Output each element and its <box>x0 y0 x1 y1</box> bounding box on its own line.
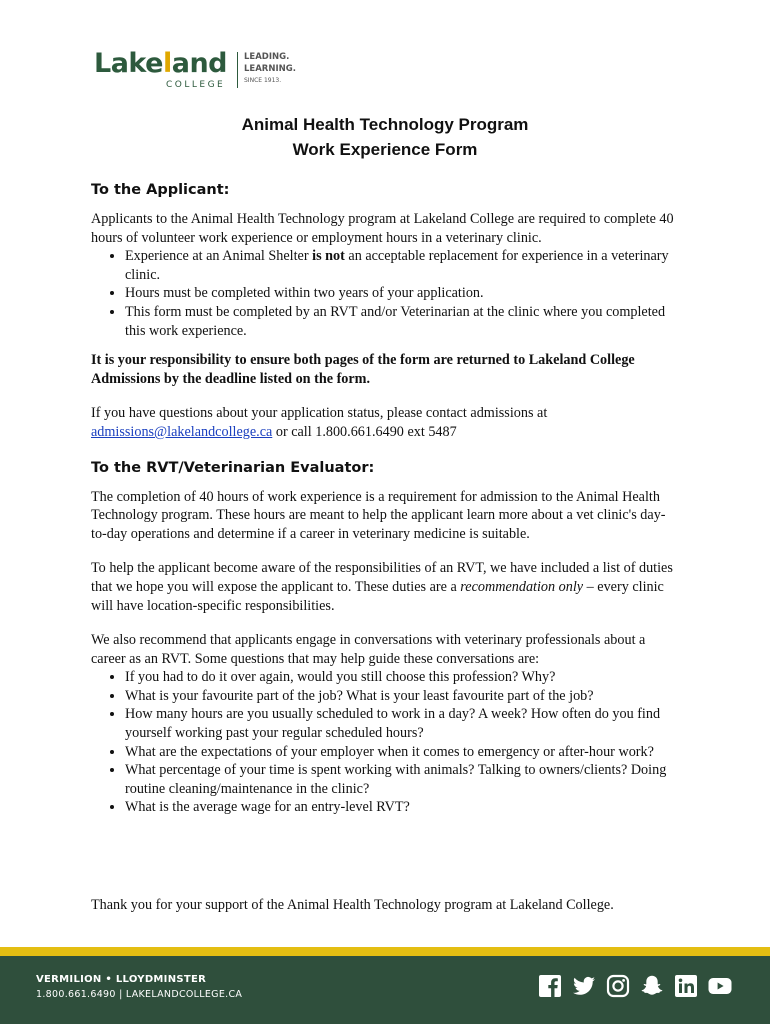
footer <box>0 956 770 1024</box>
form-body <box>91 180 681 817</box>
evaluator-paragraph-2: To help the applicant become aware of the responsibilities of an RVT, we have included a list of duties that we hope you will expose the applicant to. These duties are a recommendation only – every clinic will have location-specific responsibilities. <box>91 560 673 614</box>
title-line-1: Animal Health Technology Program <box>241 115 529 134</box>
logo-college: COLLEGE <box>166 80 226 90</box>
footer-campuses: VERMILION • LLOYDMINSTER <box>36 974 207 985</box>
applicant-requirements-list <box>91 247 681 340</box>
snapchat-icon[interactable] <box>640 974 664 998</box>
logo-tagline: LEADING. LEARNING. SINCE 1913. <box>244 52 296 84</box>
footer-accent-bar <box>0 947 770 956</box>
title-line-2: Work Experience Form <box>292 140 478 159</box>
list-item: • Hours must be completed within two years of your application. <box>125 284 681 303</box>
list-item: • What are the expectations of your employer when it comes to emergency or after-hour work? <box>125 743 681 762</box>
evaluator-heading: To the RVT/Veterinarian Evaluator: <box>91 459 375 476</box>
form-title <box>0 112 770 162</box>
list-item: • What percentage of your time is spent working with animals? Talking to owners/clients? Doing routine cleaning/maintenance in the clinic? <box>125 761 681 798</box>
social-links <box>538 974 732 998</box>
list-item: • What is your favourite part of the job? What is your least favourite part of the job? <box>125 687 681 706</box>
conversation-questions-list <box>91 668 681 817</box>
logo-wordmark: Lakeland <box>94 48 228 79</box>
thank-you-note: Thank you for your support of the Animal Health Technology program at Lakeland College. <box>91 897 614 913</box>
instagram-icon[interactable] <box>606 974 630 998</box>
logo-divider <box>237 52 238 88</box>
list-item: • If you had to do it over again, would you still choose this profession? Why? <box>125 668 681 687</box>
footer-contact: 1.800.661.6490 | LAKELANDCOLLEGE.CA <box>36 989 243 1000</box>
responsibility-notice: It is your responsibility to ensure both pages of the form are returned to Lakeland College Admissions by the deadline listed on the form. <box>91 352 635 387</box>
linkedin-icon[interactable] <box>674 974 698 998</box>
evaluator-paragraph-1: The completion of 40 hours of work experience is a requirement for admission to the Animal Health Technology program. These hours are meant to help the applicant learn more about a vet clinic's day-to-day operations and determine if a career in veterinary medicine is suitable. <box>91 488 666 542</box>
contact-info: If you have questions about your application status, please contact admissions at admissions@lakelandcollege.ca or call 1.800.661.6490 ext 5487 <box>91 405 548 440</box>
twitter-icon[interactable] <box>572 974 596 998</box>
applicant-heading: To the Applicant: <box>91 182 230 198</box>
list-item: • This form must be completed by an RVT and/or Veterinarian at the clinic where you completed this work experience. <box>125 303 681 340</box>
youtube-icon[interactable] <box>708 974 732 998</box>
applicant-intro: Applicants to the Animal Health Technology program at Lakeland College are required to complete 40 hours of volunteer work experience or employment hours in a veterinary clinic. <box>91 211 674 246</box>
list-item: • Experience at an Animal Shelter is not an acceptable replacement for experience in a veterinary clinic. <box>125 247 681 284</box>
list-item: • What is the average wage for an entry-level RVT? <box>125 798 681 817</box>
evaluator-paragraph-3: We also recommend that applicants engage in conversations with veterinary professionals about a career as an RVT. Some questions that may help guide these conversations are: <box>91 632 646 667</box>
facebook-icon[interactable] <box>538 974 562 998</box>
list-item: • How many hours are you usually scheduled to work in a day? A week? How often do you find yourself working past your regular scheduled hours? <box>125 705 681 742</box>
admissions-email-link[interactable]: admissions@lakelandcollege.ca <box>91 423 273 440</box>
